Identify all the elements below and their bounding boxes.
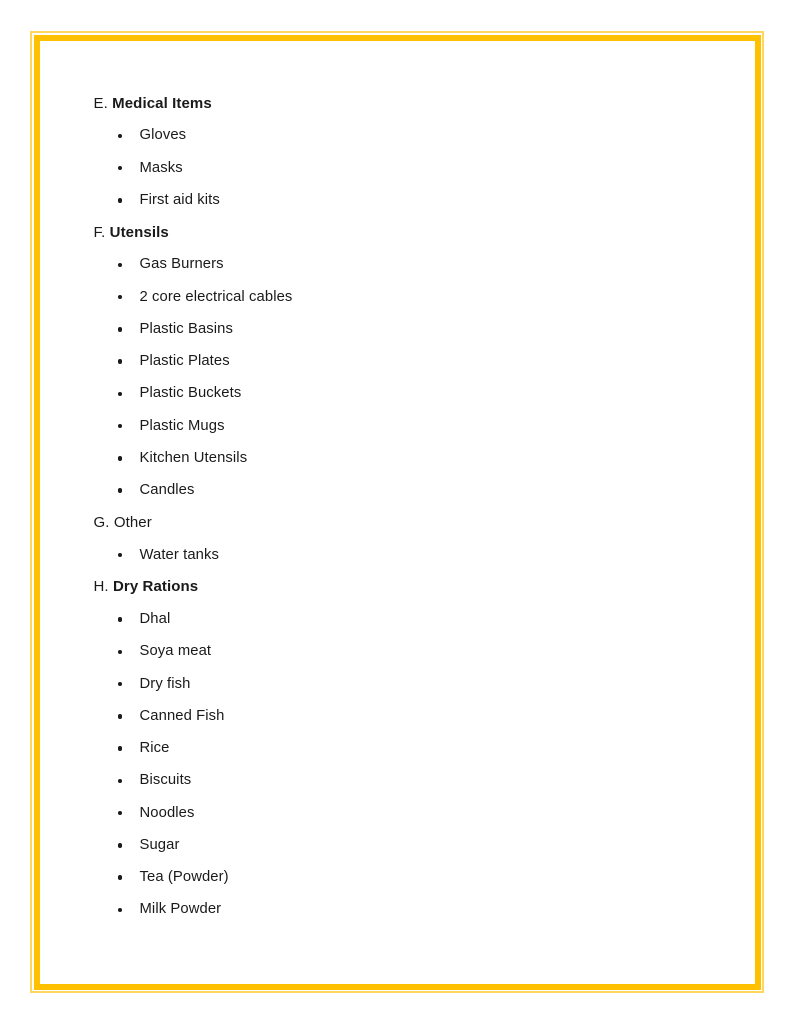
- section-prefix: G.: [93, 513, 114, 531]
- bullet-icon: [118, 650, 123, 655]
- list-item: [40, 861, 755, 893]
- bullet-icon: [118, 392, 123, 397]
- bullet-icon: [118, 843, 123, 848]
- bullet-icon: [118, 198, 123, 203]
- list-item-label: Milk Powder: [139, 901, 222, 918]
- section-prefix: F.: [93, 223, 110, 241]
- bullet-icon: [118, 746, 123, 751]
- list-item-label: Plastic Basins: [139, 320, 234, 337]
- list-item-label: Plastic Buckets: [139, 385, 242, 402]
- section-heading: [40, 506, 755, 538]
- list-item-label: Masks: [139, 159, 183, 176]
- section-prefix: E.: [93, 94, 113, 112]
- bullet-icon: [118, 714, 123, 719]
- list-item: [40, 248, 755, 280]
- list-item: [40, 635, 755, 667]
- bullet-icon: [118, 682, 123, 687]
- bullet-icon: [118, 553, 123, 558]
- page-border-inner: [34, 35, 761, 990]
- list-item: [40, 377, 755, 409]
- bullet-icon: [118, 617, 123, 622]
- bullet-icon: [118, 488, 123, 493]
- bullet-icon: [118, 779, 123, 784]
- page-border-outer: [30, 31, 764, 993]
- list-item-label: 2 core electrical cables: [139, 288, 293, 305]
- list-item: [40, 474, 755, 506]
- list-item: [40, 603, 755, 635]
- section-heading: [40, 87, 755, 119]
- list-item: [40, 829, 755, 861]
- bullet-icon: [118, 908, 123, 913]
- list-item: [40, 442, 755, 474]
- bullet-icon: [118, 166, 123, 171]
- bullet-icon: [118, 875, 123, 880]
- list-item-label: Plastic Mugs: [139, 417, 225, 434]
- bullet-icon: [118, 134, 123, 139]
- list-item-label: Noodles: [139, 804, 195, 821]
- list-item: [40, 732, 755, 764]
- list-item: [40, 893, 755, 925]
- bullet-icon: [118, 327, 123, 332]
- section-heading: [40, 571, 755, 603]
- list-item-label: First aid kits: [139, 191, 220, 208]
- section-title: Medical Items: [112, 94, 212, 112]
- list-item: [40, 764, 755, 796]
- bullet-icon: [118, 456, 123, 461]
- section-heading: [40, 216, 755, 248]
- list-item: [40, 700, 755, 732]
- list-item-label: Water tanks: [139, 546, 219, 563]
- section-title: Other: [113, 513, 152, 531]
- bullet-icon: [118, 424, 123, 429]
- list-item: [40, 539, 755, 571]
- list-item-label: Dry fish: [139, 675, 191, 692]
- list-item: [40, 281, 755, 313]
- list-item: [40, 313, 755, 345]
- list-item-label: Gas Burners: [139, 256, 224, 273]
- list-item-label: Sugar: [139, 836, 180, 853]
- list-item-label: Plastic Plates: [139, 353, 230, 370]
- bullet-icon: [118, 811, 123, 816]
- list-item: [40, 119, 755, 151]
- list-item-label: Rice: [139, 740, 170, 757]
- list-item: [40, 668, 755, 700]
- bullet-icon: [118, 263, 123, 268]
- list-item-label: Dhal: [139, 611, 171, 628]
- list-item-label: Canned Fish: [139, 707, 225, 724]
- section-prefix: H.: [93, 578, 113, 596]
- section-title: Utensils: [109, 223, 169, 241]
- list-item: [40, 152, 755, 184]
- list-item-label: Candles: [139, 482, 195, 499]
- list-item-label: Soya meat: [139, 643, 212, 660]
- bullet-icon: [118, 359, 123, 364]
- list-item: [40, 410, 755, 442]
- section-title: Dry Rations: [112, 578, 199, 596]
- bullet-icon: [118, 295, 123, 300]
- list-item-label: Gloves: [139, 127, 187, 144]
- list-item: [40, 797, 755, 829]
- list-item-label: Kitchen Utensils: [139, 449, 248, 466]
- list-item: [40, 184, 755, 216]
- document-content: [40, 41, 755, 984]
- list-item: [40, 345, 755, 377]
- list-item-label: Tea (Powder): [139, 869, 229, 886]
- list-item-label: Biscuits: [139, 772, 192, 789]
